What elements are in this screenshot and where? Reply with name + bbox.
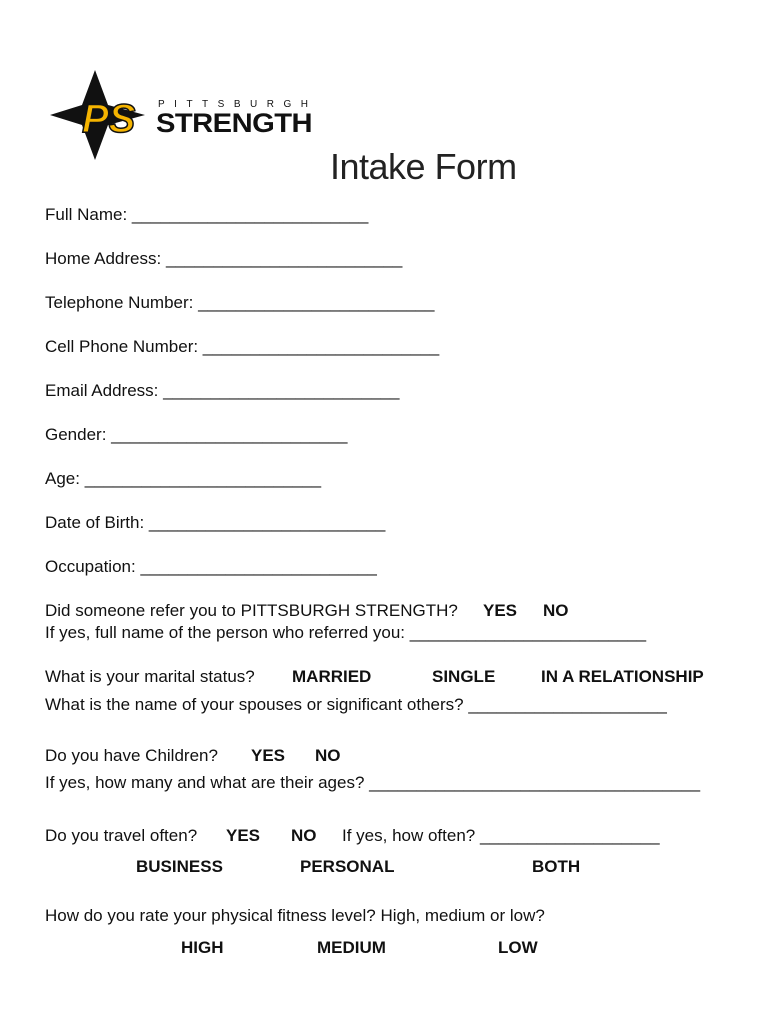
marital-relationship-option[interactable]: IN A RELATIONSHIP [541, 667, 704, 686]
travel-frequency-field[interactable]: If yes, how often? ___________________ [342, 826, 660, 845]
children-question: Do you have Children? [45, 746, 218, 765]
telephone-field[interactable]: Telephone Number: _________________________ [45, 293, 435, 312]
cell-phone-field[interactable]: Cell Phone Number: _________________________ [45, 337, 440, 356]
travel-both-option[interactable]: BOTH [532, 857, 581, 876]
fitness-medium-option[interactable]: MEDIUM [317, 938, 386, 957]
children-yes-option[interactable]: YES [251, 746, 286, 765]
email-field[interactable]: Email Address: _________________________ [45, 381, 400, 400]
logo-monogram: PS [82, 97, 136, 141]
marital-single-option[interactable]: SINGLE [432, 667, 496, 686]
children-ages-field[interactable]: If yes, how many and what are their ages? ___________________________________ [45, 773, 701, 792]
fitness-question: How do you rate your physical fitness level? High, medium or low? [45, 906, 545, 925]
fitness-low-option[interactable]: LOW [498, 938, 538, 957]
home-address-field[interactable]: Home Address: _________________________ [45, 249, 403, 268]
logo-top-text: PITTSBURGH [158, 99, 318, 110]
referral-yes-option[interactable]: YES [483, 601, 518, 620]
full-name-field[interactable]: Full Name: _________________________ [45, 205, 369, 224]
travel-yes-option[interactable]: YES [226, 826, 261, 845]
date-of-birth-field[interactable]: Date of Birth: _________________________ [45, 513, 386, 532]
marital-married-option[interactable]: MARRIED [292, 667, 372, 686]
logo-main-text: STRENGTH [156, 108, 312, 138]
travel-question: Do you travel often? [45, 826, 198, 845]
occupation-field[interactable]: Occupation: _________________________ [45, 557, 377, 576]
age-field[interactable]: Age: _________________________ [45, 469, 322, 488]
gender-field[interactable]: Gender: _________________________ [45, 425, 348, 444]
referral-no-option[interactable]: NO [543, 601, 569, 620]
spouse-name-field[interactable]: What is the name of your spouses or significant others? _____________________ [45, 695, 667, 714]
pittsburgh-strength-logo [50, 70, 320, 160]
travel-personal-option[interactable]: PERSONAL [300, 857, 395, 876]
referrer-name-field[interactable]: If yes, full name of the person who referred you: _________________________ [45, 623, 647, 642]
referral-question: Did someone refer you to PITTSBURGH STRENGTH? [45, 601, 458, 620]
children-no-option[interactable]: NO [315, 746, 341, 765]
travel-business-option[interactable]: BUSINESS [136, 857, 223, 876]
marital-status-question: What is your marital status? [45, 667, 255, 686]
travel-no-option[interactable]: NO [291, 826, 317, 845]
form-title: Intake Form [330, 146, 517, 187]
fitness-high-option[interactable]: HIGH [181, 938, 224, 957]
